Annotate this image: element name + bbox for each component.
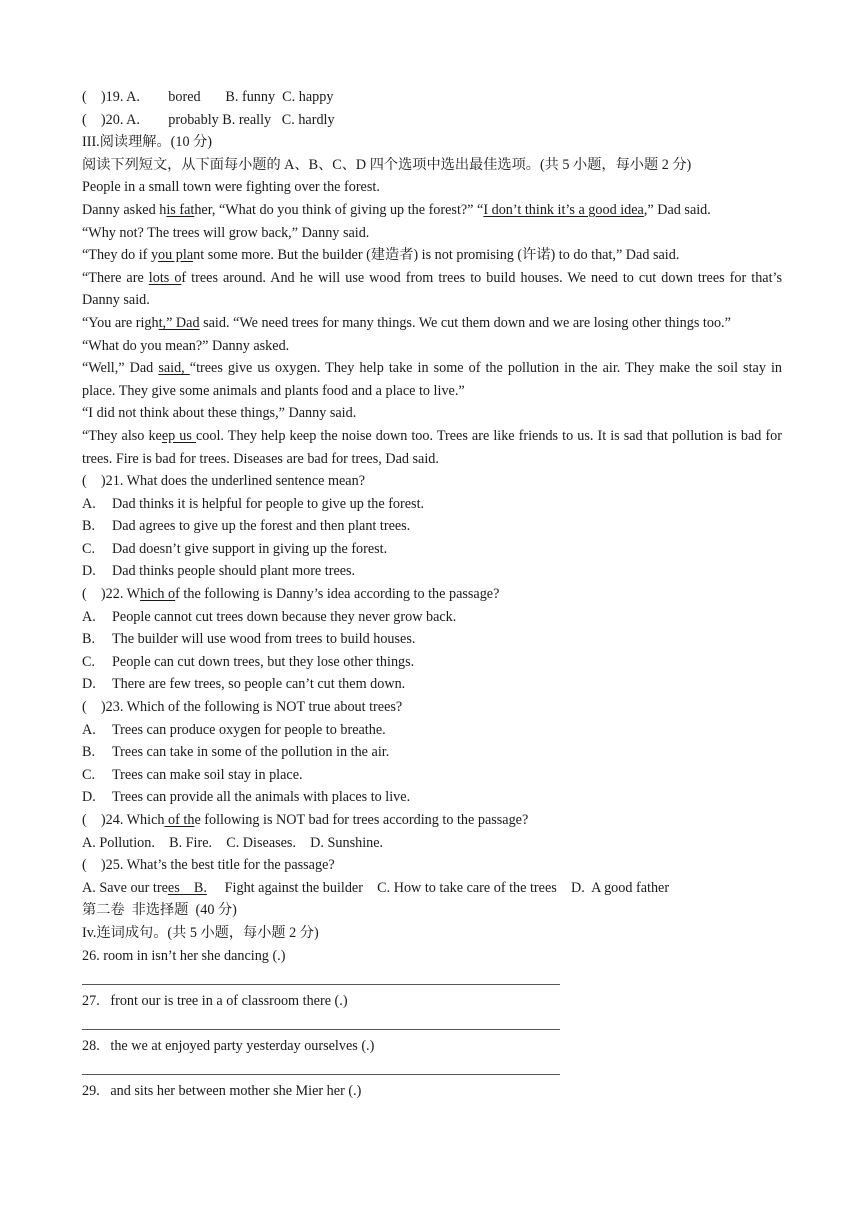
option-d: D. Trees can provide all the animals with places to live. [82,789,411,806]
option-d: D. Dad thinks people should plant more trees. [82,563,356,580]
question-23-stem: ( )23. Which of the following is NOT true about trees? [82,699,403,716]
passage-paragraph: “What do you mean?” Danny asked. [82,337,290,354]
option-a: A. People cannot cut trees down because they never grow back. [82,608,457,625]
answer-rule [82,984,560,985]
option-c: C. Dad doesn’t give support in giving up the forest. [82,540,388,557]
section-4-heading: Iv.连词成句。(共 5 小题，每小题 2 分) [82,924,319,941]
section-3-heading: III.阅读理解。(10 分) [82,134,213,151]
option-c: C. Trees can make soil stay in place. [82,766,303,783]
passage-paragraph: “They do if you plant some more. But the builder (建造者) is not promising (许诺) to do that,” Dad said. [82,247,680,264]
passage-paragraph: People in a small town were fighting over the forest. [82,179,380,196]
option-c: C. People can cut down trees, but they lose other things. [82,653,415,670]
part-2-heading: 第二卷 非选择题 (40 分) [82,902,237,919]
question-20: ( )20. A. probably B. really C. hardly [82,111,335,128]
question-24-options: A. Pollution. B. Fire. C. Diseases. D. Sunshine. [82,834,384,851]
passage-paragraph: “You are right,” Dad said. “We need trees for many things. We cut them down and we are losing other things too.” [82,314,731,331]
option-b: B. The builder will use wood from trees to build houses. [82,631,416,648]
passage-paragraph: “They also keep us cool. They help keep the noise down too. Trees are like friends to us. It is sad that pollution is bad for trees. Fire is bad for trees. Diseases are bad for trees, Dad said. [82,427,786,467]
option-a: A. Dad thinks it is helpful for people to give up the forest. [82,495,425,512]
question-19: ( )19. A. bored B. funny C. happy [82,89,334,105]
option-a: A. Trees can produce oxygen for people to breathe. [82,721,386,738]
passage-paragraph: “I did not think about these things,” Danny said. [82,405,357,422]
answer-line[interactable] [82,1058,782,1081]
passage-paragraph: “Well,” Dad said, “trees give us oxygen. They help take in some of the pollution in the air. They make the soil stay in place. They give some animals and plants food and a place to live.” [82,360,786,399]
passage-paragraph: “Why not? The trees will grow back,” Danny said. [82,224,370,241]
underlined-sentence: I don’t think it’s a good idea [483,201,644,218]
passage-paragraph: Danny asked his father, “What do you think of giving up the forest?” “I don’t think it’s a good idea,” Dad said. [82,201,711,218]
question-22-stem: ( )22. Which of the following is Danny’s idea according to the passage? [82,586,500,603]
option-b: B. Dad agrees to give up the forest and then plant trees. [82,518,411,535]
sentence-item-27: 27. front our is tree in a of classroom there (.) [82,992,348,1009]
sentence-item-29: 29. and sits her between mother she Mier her (.) [82,1083,362,1100]
answer-line[interactable] [82,967,782,990]
sentence-item-26: 26. room in isn’t her she dancing (.) [82,947,286,964]
passage-paragraph: “There are lots of trees around. And he will use wood from trees to build houses. We need to cut down trees for that’s Danny said. [82,269,786,309]
question-24-stem: ( )24. Which of the following is NOT bad for trees according to the passage? [82,812,529,828]
question-25-stem: ( )25. What’s the best title for the passage? [82,857,335,874]
question-21-stem: ( )21. What does the underlined sentence mean? [82,473,365,490]
exam-page [82,86,786,1103]
question-25-options: A. Save our trees B. Fight against the builder C. How to take care of the trees D. A good father [82,879,670,896]
answer-rule [82,1029,560,1030]
answer-rule [82,1074,560,1075]
sentence-item-28: 28. the we at enjoyed party yesterday ourselves (.) [82,1037,375,1054]
option-b: B. Trees can take in some of the pollution in the air. [82,744,390,761]
answer-line[interactable] [82,1012,782,1035]
section-3-instruction: 阅读下列短文，从下面每小题的 A、B、C、D 四个选项中选出最佳选项。(共 5 小题，每小题 2 分) [82,156,692,173]
option-d: D. There are few trees, so people can’t cut them down. [82,676,406,693]
